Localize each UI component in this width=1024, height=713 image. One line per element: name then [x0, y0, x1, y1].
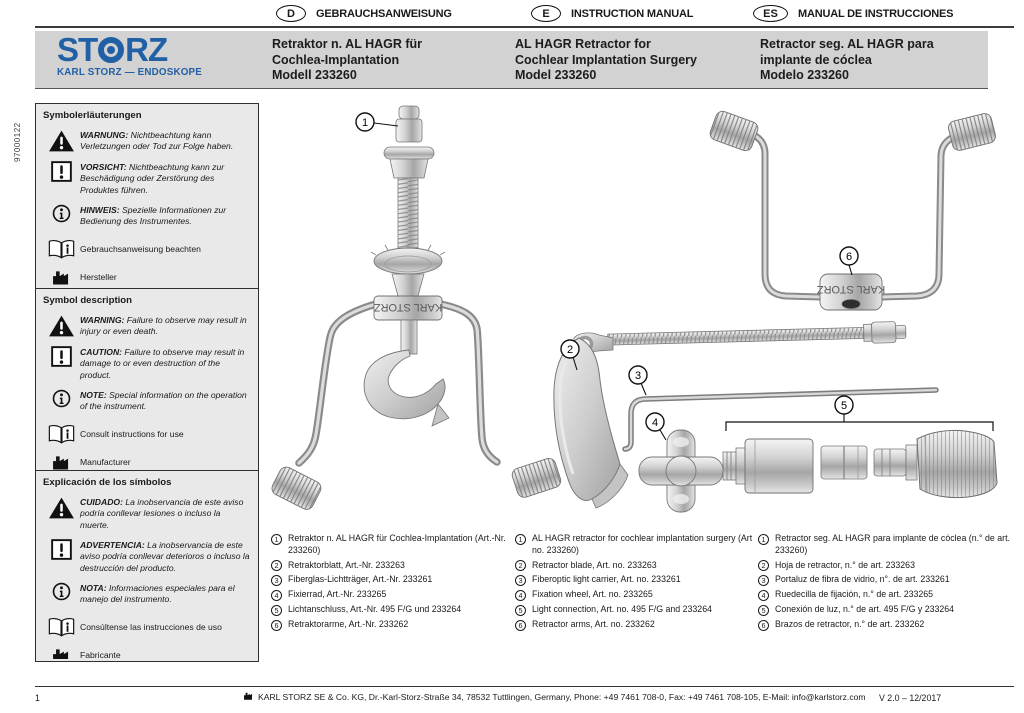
symbol-item [43, 648, 250, 659]
symbol-desc: Consúltense las instrucciones de uso [80, 621, 222, 632]
part-number: 2 [271, 560, 282, 571]
title-en-line1: AL HAGR Retractor for [515, 37, 651, 51]
part-item [515, 589, 755, 601]
instrument-illustration [268, 98, 1015, 532]
symbol-desc: Informaciones especiales para el manejo del instrumento. [80, 583, 235, 605]
symbol-desc: Special information on the operation of the instrument. [80, 390, 247, 412]
wordmark-left: ST [57, 31, 98, 68]
part-item [271, 560, 510, 572]
title-de-line2: Cochlea-Implantation [272, 52, 400, 67]
svg-text:2: 2 [566, 344, 574, 356]
part-item [758, 604, 1012, 616]
part-text: Fiberoptic light carrier, Art. no. 233261 [532, 574, 681, 585]
symbol-text [80, 129, 250, 153]
part-item [515, 574, 755, 586]
consult-instructions-icon [43, 617, 80, 637]
symbol-item [43, 239, 250, 259]
part-number: 5 [758, 605, 769, 616]
part-text: Portaluz de fibra de vidrio, n°. de art. 233261 [775, 574, 950, 585]
part-number: 1 [515, 534, 526, 545]
symbol-heading-de: Symbolerläuterungen [43, 110, 142, 121]
version-label: V 2.0 – 12/2017 [879, 693, 942, 703]
symbol-term: VORSICHT: [80, 162, 127, 172]
part-number: 5 [271, 605, 282, 616]
karl-storz-logo [57, 31, 222, 78]
target-o-icon [98, 37, 124, 63]
consult-instructions-icon [43, 424, 80, 444]
symbol-item [43, 617, 250, 637]
screw-tip [399, 106, 419, 119]
part-item [271, 604, 510, 616]
language-group-en [531, 5, 693, 22]
warning-triangle-icon [43, 496, 80, 520]
top-rule [35, 26, 1014, 28]
arms-right-knob [947, 112, 997, 152]
symbol-heading-es: Explicación de los símbolos [43, 477, 172, 488]
part-item [515, 604, 755, 616]
svg-text:6: 6 [845, 251, 853, 263]
title-english [515, 37, 697, 84]
svg-text:1: 1 [361, 117, 369, 129]
symbol-term: ADVERTENCIA: [80, 540, 145, 551]
info-circle-icon [43, 204, 80, 223]
language-oval-d: D [276, 5, 306, 22]
manufacturer-icon [43, 270, 80, 285]
part-item [515, 560, 755, 572]
symbol-desc: La inobservancia de este aviso podría conllevar deterioros o incluso la destrucción del producto. [80, 540, 250, 573]
language-label-de: GEBRAUCHSANWEISUNG [316, 7, 452, 20]
part-number: 1 [271, 534, 282, 545]
arms-engraving: KARL STORZ [816, 283, 886, 295]
symbol-desc: Nichtbeachtung kann Verletzungen oder Tod zur Folge haben. [80, 130, 234, 152]
symbol-item [43, 346, 250, 381]
symbol-item [43, 204, 250, 228]
symbol-text [80, 389, 250, 413]
symbol-desc: Nichtbeachtung kann zur Beschädigung oder Zerstörung des Produktes führen. [80, 162, 225, 195]
callout-3 [629, 366, 647, 395]
symbol-term: CAUTION: [80, 347, 123, 357]
part-number: 2 [758, 560, 769, 571]
manufacturer-icon [43, 455, 80, 470]
symbol-item [43, 129, 250, 153]
symbol-desc: Spezielle Informationen zur Bedienung des Instrumentes. [80, 205, 227, 227]
part-text: Lichtanschluss, Art.-Nr. 495 F/G und 233264 [288, 604, 462, 615]
parts-list-german [271, 533, 510, 634]
fixation-wheel-drawing [639, 413, 723, 512]
part-number: 3 [515, 575, 526, 586]
part-number: 3 [758, 575, 769, 586]
language-group-es [753, 5, 953, 22]
symbol-section-german [36, 104, 258, 288]
symbol-desc: Failure to observe may result in injury or even death. [80, 315, 247, 337]
symbol-desc: Fabricante [80, 650, 121, 659]
symbol-text [80, 428, 250, 440]
symbol-desc: Hersteller [80, 272, 117, 283]
part-text: Retractor arms, Art. no. 233262 [532, 619, 655, 630]
part-number: 2 [515, 560, 526, 571]
part-number: 4 [515, 590, 526, 601]
part-item [758, 589, 1012, 601]
symbol-section-spanish [36, 470, 258, 659]
symbol-term: HINWEIS: [80, 205, 120, 216]
part-number: 1 [758, 534, 769, 545]
symbol-text [80, 496, 250, 531]
part-item [271, 589, 510, 601]
title-en-line2: Cochlear Implantation Surgery [515, 52, 697, 67]
part-item [758, 574, 1012, 586]
callout-1 [356, 113, 398, 131]
part-text: AL HAGR retractor for cochlear implantation surgery (Art no. 233260) [532, 533, 753, 555]
warning-triangle-icon [43, 314, 80, 338]
company-line: KARL STORZ SE & Co. KG, Dr.-Karl-Storz-Straße 34, 78532 Tuttlingen, Germany, Phone: +49 7461 708-0, Fax: +49 7461 708-105, E-Mail: info@karlstorz.com [258, 692, 866, 702]
svg-text:5: 5 [840, 400, 848, 412]
part-text: Fixierrad, Art.-Nr. 233265 [288, 589, 387, 600]
page-number: 1 [35, 693, 40, 703]
language-label-es: MANUAL DE INSTRUCCIONES [798, 7, 954, 20]
main-retractor-drawing [270, 106, 563, 512]
symbol-section-english [36, 288, 258, 470]
parts-list-english [515, 533, 755, 634]
cross-pin [384, 147, 434, 159]
consult-instructions-icon [43, 239, 80, 259]
part-item [271, 574, 510, 586]
footer-rule [35, 686, 1014, 687]
symbol-item [43, 314, 250, 338]
callout-5 [835, 396, 853, 422]
language-oval-es: ES [753, 5, 788, 22]
part-item [758, 619, 1012, 631]
part-item [271, 533, 510, 556]
language-oval-e: E [531, 5, 561, 22]
part-text: Conexión de luz, n.° de art. 495 F/G y 233264 [775, 604, 955, 615]
arms-block-hole [842, 300, 860, 309]
symbol-term: NOTA: [80, 583, 107, 594]
header-band [35, 31, 988, 89]
manufacturer-icon [43, 648, 80, 659]
svg-text:4: 4 [651, 417, 659, 429]
symbol-text [80, 204, 250, 228]
part-text: Brazos de retractor, n.° de art. 233262 [775, 619, 925, 630]
symbol-item [43, 455, 250, 470]
caution-square-icon [43, 539, 80, 560]
part-number: 6 [271, 620, 282, 631]
symbol-heading-en: Symbol description [43, 295, 133, 306]
part-text: Fiberglas-Lichtträger, Art.-Nr. 233261 [288, 574, 433, 585]
symbol-item [43, 389, 250, 413]
part-text: Retraktorarme, Art.-Nr. 233262 [288, 619, 409, 630]
language-label-en: INSTRUCTION MANUAL [571, 7, 694, 20]
part-item [515, 619, 755, 631]
part-text: Retraktorblatt, Art.-Nr. 233263 [288, 559, 405, 570]
info-circle-icon [43, 582, 80, 601]
title-german [272, 37, 422, 84]
part-text: Ruedecilla de fijación, n.° de art. 233265 [775, 589, 934, 600]
svg-text:3: 3 [634, 370, 642, 382]
title-spanish [760, 37, 934, 84]
symbol-term: WARNUNG: [80, 130, 129, 140]
logo-subtitle: KARL STORZ — ENDOSKOPE [57, 67, 203, 78]
symbol-text [80, 271, 250, 283]
symbol-text [80, 346, 250, 381]
part-text: Retractor seg. AL HAGR para implante de cóclea (n.° de art. 233260) [775, 533, 1010, 555]
part-number: 3 [271, 575, 282, 586]
symbol-item [43, 582, 250, 606]
symbol-desc: La inobservancia de este aviso podría conllevar lesiones o incluso la muerte. [80, 497, 244, 530]
info-circle-icon [43, 389, 80, 408]
part-text: Hoja de retractor, n.° de art. 233263 [775, 559, 915, 570]
mounted-blade [364, 350, 445, 419]
title-en-line3: Model 233260 [515, 68, 597, 82]
title-es-line2: implante de cóclea [760, 52, 872, 67]
symbol-term: WARNING: [80, 315, 125, 325]
warning-triangle-icon [43, 129, 80, 153]
doc-code-vertical: 97000122 [13, 122, 22, 162]
wordmark-right: RZ [125, 31, 168, 68]
part-text: Light connection, Art. no. 495 F/G and 233264 [532, 604, 712, 615]
symbol-text [80, 649, 250, 659]
title-de-line1: Retraktor n. AL HAGR für [272, 37, 423, 51]
part-item [758, 533, 1012, 556]
symbol-desc: Consult instructions for use [80, 428, 184, 439]
part-item [758, 560, 1012, 572]
part-text: Retraktor n. AL HAGR für Cochlea-Implantation (Art.-Nr. 233260) [288, 533, 506, 555]
part-item [515, 533, 755, 556]
title-es-line3: Modelo 233260 [760, 68, 849, 82]
symbol-term: NOTE: [80, 390, 107, 401]
symbol-term: CUIDADO: [80, 497, 123, 507]
callout-5-bracket [726, 422, 993, 431]
footer-company [243, 692, 866, 702]
knurled-wheel [374, 248, 442, 274]
symbol-text [80, 243, 250, 255]
symbol-text [80, 456, 250, 468]
language-group-de [276, 5, 452, 22]
symbol-text [80, 314, 250, 338]
right-arm-knob [510, 457, 562, 499]
body-engraving: KARL STORZ [373, 301, 443, 313]
callout-6 [840, 247, 858, 275]
symbol-text [80, 621, 250, 633]
part-number: 6 [758, 620, 769, 631]
retractor-right-arm [440, 304, 497, 462]
callout-4 [646, 413, 666, 440]
symbol-item [43, 161, 250, 196]
symbol-item [43, 496, 250, 531]
symbol-text [80, 539, 250, 574]
storz-wordmark [57, 31, 222, 68]
symbol-text [80, 161, 250, 196]
symbol-item [43, 539, 250, 574]
title-de-line3: Modell 233260 [272, 68, 357, 82]
caution-square-icon [43, 161, 80, 182]
manufacturer-icon [243, 692, 254, 702]
left-arm-knob [270, 465, 324, 512]
arms-left-knob [708, 109, 760, 152]
caution-square-icon [43, 346, 80, 367]
parts-list-spanish [758, 533, 1012, 634]
symbol-desc: Manufacturer [80, 457, 131, 468]
part-number: 5 [515, 605, 526, 616]
part-text: Fixation wheel, Art. no. 233265 [532, 589, 653, 600]
symbol-desc: Gebrauchsanweisung beachten [80, 243, 201, 254]
symbol-text [80, 582, 250, 606]
part-number: 4 [271, 590, 282, 601]
part-item [271, 619, 510, 631]
title-es-line1: Retractor seg. AL HAGR para [760, 37, 934, 51]
symbol-item [43, 424, 250, 444]
symbol-desc: Failure to observe may result in damage to or even destruction of the product. [80, 347, 245, 380]
part-number: 6 [515, 620, 526, 631]
symbol-panel [35, 103, 259, 662]
symbol-item [43, 270, 250, 285]
part-text: Retractor blade, Art. no. 233263 [532, 559, 657, 570]
part-number: 4 [758, 590, 769, 601]
light-connection-drawing [723, 396, 997, 498]
retractor-arms-drawing [708, 109, 997, 310]
